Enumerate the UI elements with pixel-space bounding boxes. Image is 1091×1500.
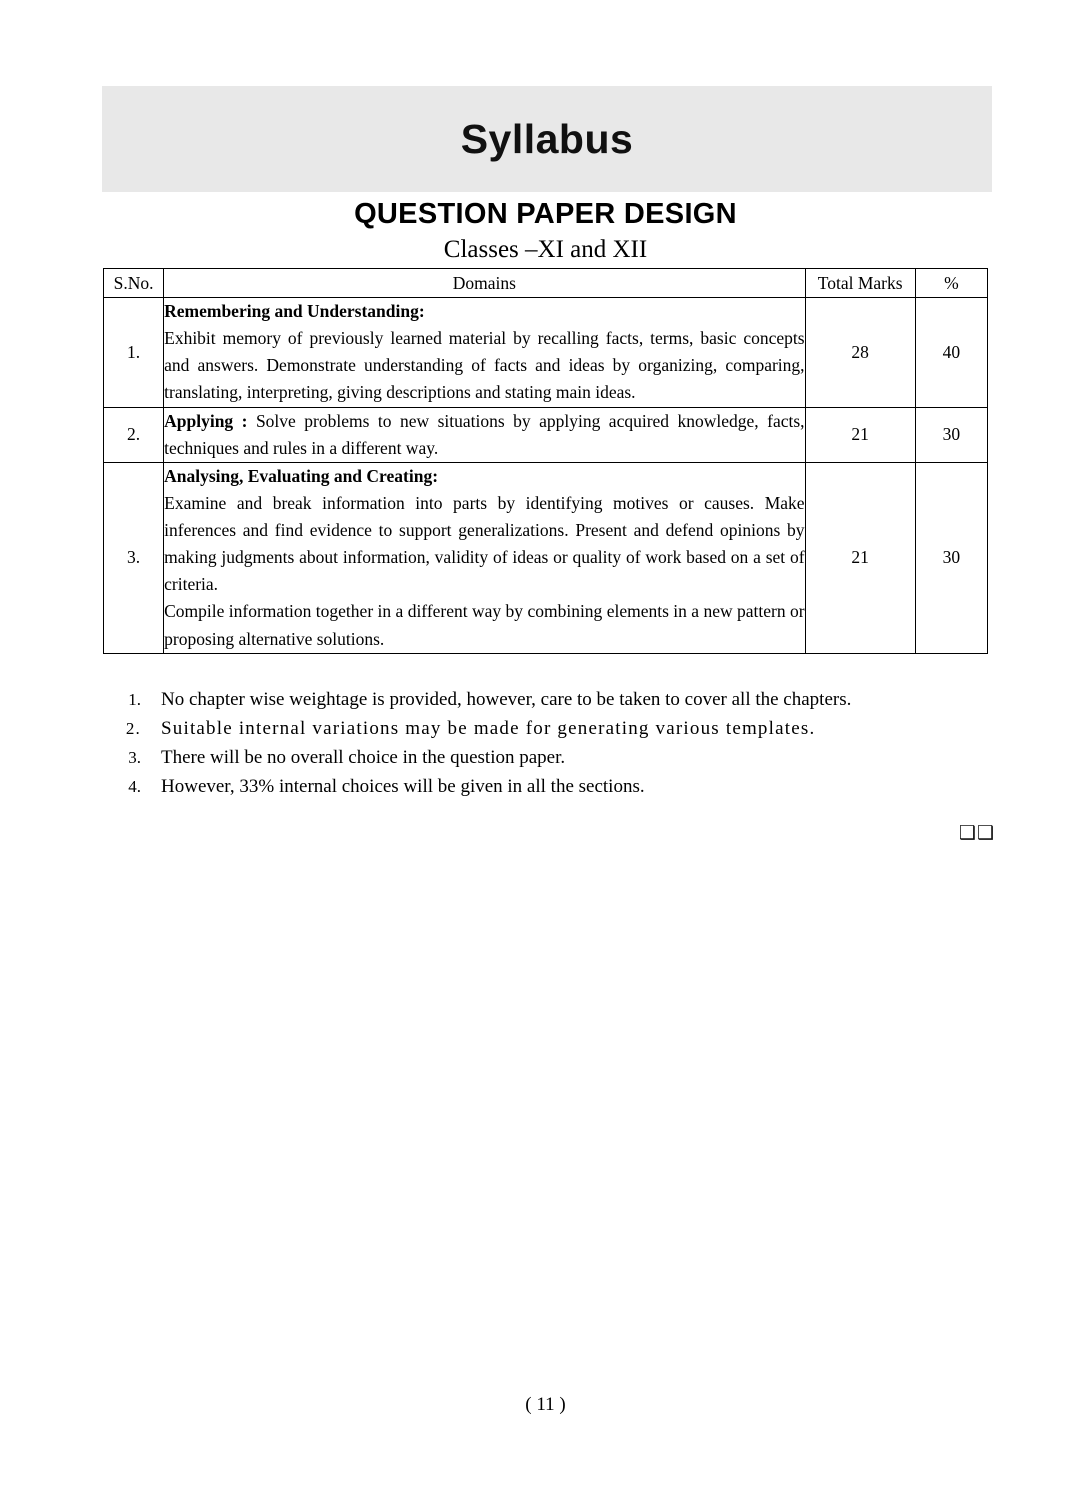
row-percent: 30 (915, 462, 987, 653)
table-row (104, 407, 988, 462)
page-subtitle: Classes –XI and XII (443, 236, 648, 263)
row-domain-body: Solve problems to new situations by applying acquired knowledge, facts, techniques and rules in a different way. (164, 410, 805, 458)
list-item-text: However, 33% internal choices will be given in all the sections. (161, 776, 645, 797)
list-item-number: 3. (128, 748, 141, 767)
column-header-sno: S.No. (104, 269, 164, 298)
table-row (104, 462, 988, 653)
row-percent: 40 (915, 298, 987, 408)
list-item-number: 2. (125, 719, 141, 738)
column-header-domains: Domains (164, 269, 805, 298)
row-sno: 3. (104, 462, 164, 653)
question-paper-design-table (103, 268, 988, 654)
list-item-text: No chapter wise weightage is provided, however, care to be taken to cover all the chapters. (161, 689, 852, 710)
notes-list (103, 685, 993, 801)
row-domain-heading: Analysing, Evaluating and Creating: (164, 465, 439, 486)
row-domain-heading: Applying : (164, 410, 248, 431)
page-number: ( 11 ) (525, 1394, 566, 1415)
page-title: QUESTION PAPER DESIGN (354, 198, 737, 230)
row-domain (164, 462, 805, 653)
list-item (103, 685, 993, 714)
row-percent: 30 (915, 407, 987, 462)
syllabus-banner (102, 86, 992, 192)
section-end-ornament-icon: ❑❑ (958, 823, 995, 844)
row-domain-heading: Remembering and Understanding: (164, 301, 425, 321)
row-total-marks: 21 (805, 407, 915, 462)
list-item-number: 4. (128, 777, 141, 796)
list-item (103, 743, 993, 772)
row-domain (164, 298, 805, 408)
row-domain (164, 407, 805, 462)
column-header-percent: % (915, 269, 987, 298)
list-item-text: Suitable internal variations may be made for generating various templates. (161, 718, 816, 739)
list-item-text: There will be no overall choice in the question paper. (161, 747, 566, 768)
table-header-row (104, 269, 988, 298)
banner-title: Syllabus (460, 116, 634, 162)
row-total-marks: 28 (805, 298, 915, 408)
row-sno: 1. (104, 298, 164, 408)
row-domain-body: Exhibit memory of previously learned material by recalling facts, terms, basic concepts and answers. Demonstrate understanding of facts and ideas by organizing, comparing, translating, interpreting, giving descriptions and stating main ideas. (164, 328, 805, 403)
list-item (103, 714, 993, 743)
column-header-total-marks: Total Marks (805, 269, 915, 298)
row-domain-body-2: Compile information together in a different way by combining elements in a new pattern or proposing alternative solutions. (164, 601, 805, 649)
row-sno: 2. (104, 407, 164, 462)
list-item-number: 1. (128, 690, 141, 709)
list-item (103, 772, 993, 801)
row-total-marks: 21 (805, 462, 915, 653)
row-domain-body: Examine and break information into parts by identifying motives or causes. Make inferences and find evidence to support generalizations. Present and defend opinions by making judgments about information, validity of ideas or quality of work based on a set of criteria. (164, 492, 805, 595)
table-row (104, 298, 988, 408)
